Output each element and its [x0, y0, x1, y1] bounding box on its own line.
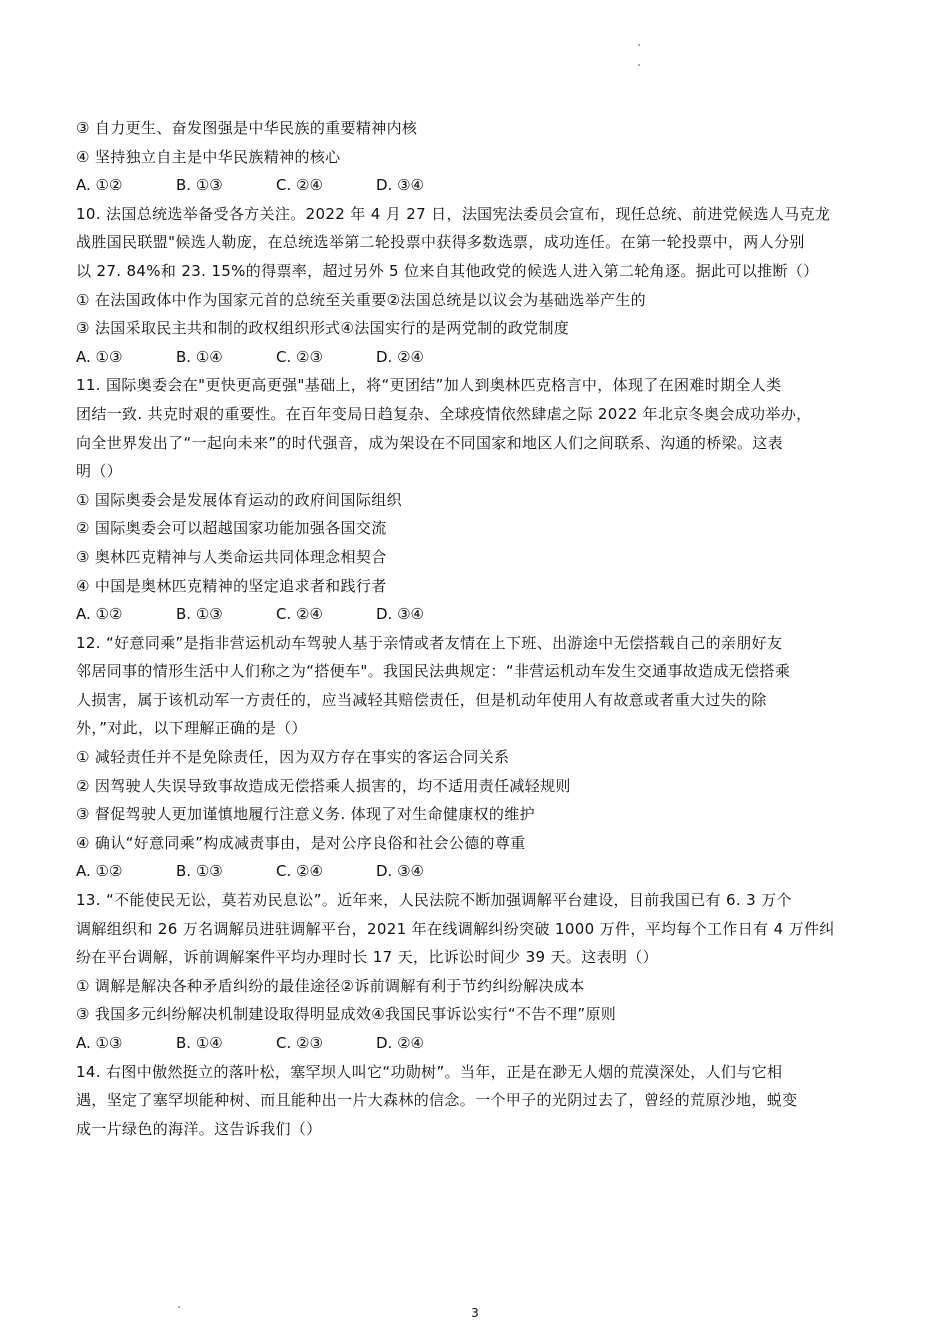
choice-item: ① 在法国政体中作为国家元首的总统至关重要②法国总统是以议会为基础选举产生的 — [76, 290, 646, 309]
option-b: B. ①③ — [176, 176, 223, 195]
answer-options — [76, 857, 876, 886]
option-d: D. ③④ — [376, 862, 424, 881]
option-d: D. ②④ — [376, 1034, 424, 1052]
question-stem-line: 纷在平台调解，诉前调解案件平均办理时长 17 天，比诉讼时间少 39 天。这表明（） — [76, 948, 658, 967]
choice-item: ② 国际奥委会可以超越国家功能加强各国交流 — [76, 519, 387, 538]
option-a: A. ①③ — [76, 1034, 123, 1052]
scan-mark — [638, 64, 640, 66]
option-b: B. ①③ — [176, 605, 223, 624]
question-stem-line: 以 27. 84%和 23. 15%的得票率，超过另外 5 位来自其他政党的候选人进入第二轮角逐。据此可以推断（） — [76, 261, 819, 280]
option-b: B. ①④ — [176, 347, 223, 366]
option-c: C. ②③ — [276, 1034, 323, 1052]
choice-item: ③ 督促驾驶人更加谨慎地履行注意义务. 体现了对生命健康权的维护 — [76, 805, 535, 824]
option-d: D. ③④ — [376, 605, 424, 624]
scan-mark — [638, 44, 640, 46]
question-stem-line: 明（） — [76, 462, 123, 481]
question-12 — [76, 629, 876, 886]
question-stem-line: 人损害，属于该机动军一方责任的，应当减轻其赔偿责任，但是机动年使用人有故意或者重大过失的除 — [76, 690, 767, 709]
choice-item: ④ 中国是奥林匹克精神的坚定追求者和践行者 — [76, 576, 387, 595]
option-a: A. ①③ — [76, 347, 123, 366]
question-13 — [76, 886, 876, 1058]
option-c: C. ②③ — [276, 347, 323, 366]
question-stem-line: 11. 国际奥委会在"更快更高更强"基础上，将“更团结”加人到奥林匹克格言中，体现了在困难时期全人类 — [76, 376, 782, 395]
choice-item: ① 调解是解决各种矛盾纠纷的最佳途径②诉前调解有利于节约纠纷解决成本 — [76, 976, 585, 995]
question-14 — [76, 1058, 876, 1144]
choice-item: ③ 我国多元纠纷解决机制建设取得明显成效④我国民事诉讼实行“不告不理”原则 — [76, 1005, 617, 1024]
answer-options — [76, 1029, 876, 1058]
choice-item: ③ 自力更生、奋发图强是中华民族的重要精神内核 — [76, 119, 418, 137]
question-10 — [76, 200, 876, 372]
option-a: A. ①② — [76, 605, 123, 624]
option-b: B. ①④ — [176, 1034, 223, 1052]
option-a: A. ①② — [76, 176, 123, 195]
choice-item: ② 因驾驶人失误导致事故造成无偿搭乘人损害的，均不适用责任减轻规则 — [76, 776, 571, 795]
question-stem-line: 13. “不能使民无讼，莫若劝民息讼”。近年来，人民法院不断加强调解平台建设，目前我国已有 6. 3 万个 — [76, 891, 792, 910]
option-b: B. ①③ — [176, 862, 223, 881]
choice-item: ① 减轻责任并不是免除责任，因为双方存在事实的客运合同关系 — [76, 748, 510, 767]
question-stem-line: 外，”对此，以下理解正确的是（） — [76, 719, 307, 738]
option-d: D. ③④ — [376, 176, 424, 195]
option-d: D. ②④ — [376, 347, 424, 366]
option-a: A. ①② — [76, 862, 123, 881]
question-11 — [76, 371, 876, 628]
choice-item: ③ 法国采取民主共和制的政权组织形式④法国实行的是两党制的政党制度 — [76, 319, 570, 338]
answer-options — [76, 171, 876, 200]
question-stem-line: 团结一致. 共克时艰的重要性。在百年变局日趋复杂、全球疫情依然肆虐之际 2022 年北京冬奥会成功举办， — [76, 404, 812, 423]
question-stem-line: 调解组织和 26 万名调解员进驻调解平台，2021 年在线调解纠纷突破 1000 万件，平均每个工作日有 4 万件纠 — [76, 919, 835, 938]
page-number: 3 — [471, 1306, 479, 1320]
choice-item: ④ 确认“好意同乘”构成减责事由，是对公序良俗和社会公德的尊重 — [76, 833, 526, 852]
answer-options — [76, 600, 876, 629]
choice-item: ④ 坚持独立自主是中华民族精神的核心 — [76, 147, 341, 166]
option-c: C. ②④ — [276, 605, 323, 624]
question-stem-line: 成一片绿色的海洋。这告诉我们（） — [76, 1119, 322, 1138]
question-content — [76, 114, 876, 1143]
question-9-tail — [76, 114, 876, 200]
choice-item: ① 国际奥委会是发展体育运动的政府间国际组织 — [76, 490, 402, 509]
question-stem-line: 遇，坚定了塞罕坝能种树、而且能种出一片大森林的信念。一个甲子的光阴过去了，曾经的荒原沙地，蜕变 — [76, 1091, 798, 1110]
option-c: C. ②④ — [276, 176, 323, 195]
question-stem-line: 战胜国民联盟"候选人勒庞，在总统选举第二轮投票中获得多数选票，成功连任。在第一轮投票中，两人分别 — [76, 233, 805, 252]
choice-item: ③ 奥林匹克精神与人类命运共同体理念相契合 — [76, 547, 387, 566]
answer-options — [76, 343, 876, 372]
option-c: C. ②④ — [276, 862, 323, 881]
question-stem-line: 向全世界发出了“一起向未来”的时代强音，成为架设在不同国家和地区人们之间联系、沟通的桥梁。这表 — [76, 433, 783, 452]
question-stem-line: 14. 右图中傲然挺立的落叶松，塞罕坝人叫它“功勋树”。当年，正是在渺无人烟的荒漠深处，人们与它相 — [76, 1062, 783, 1081]
question-stem-line: 邻居同事的情形生活中人们称之为“搭便车"。我国民法典规定：“非营运机动车发生交通事故造成无偿搭乘 — [76, 662, 791, 681]
question-stem-line: 10. 法国总统选举备受各方关注。2022 年 4 月 27 日，法国宪法委员会宣布，现任总统、前进党候选人马克龙 — [76, 204, 831, 223]
question-stem-line: 12. “好意同乘”是指非营运机动车驾驶人基于亲情或者友情在上下班、出游途中无偿搭载自己的亲朋好友 — [76, 633, 783, 652]
